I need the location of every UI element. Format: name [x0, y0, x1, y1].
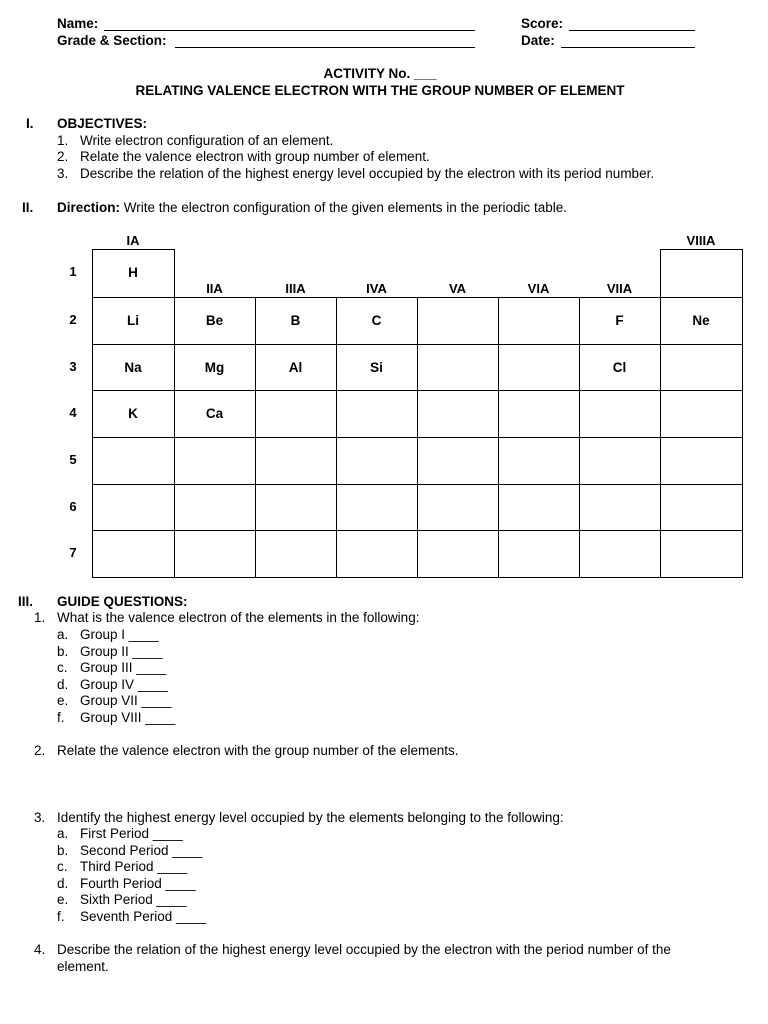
period-number: 4 — [69, 405, 77, 420]
element-symbol: Be — [205, 313, 224, 328]
name-field[interactable] — [104, 30, 475, 31]
element-symbol: Cl — [612, 360, 627, 375]
table-cell[interactable] — [498, 344, 580, 391]
option-letter: c. — [57, 859, 68, 875]
direction-text: Write the electron configuration of the given elements in the periodic table. — [123, 200, 568, 215]
table-cell[interactable] — [174, 437, 256, 485]
group-label: IVA — [366, 281, 387, 296]
period-number: 3 — [69, 359, 77, 374]
table-cell[interactable] — [92, 437, 175, 485]
period-number: 1 — [69, 264, 77, 279]
group-label: VA — [448, 281, 467, 296]
table-cell[interactable] — [579, 437, 661, 485]
table-cell[interactable] — [660, 530, 743, 578]
table-cell[interactable] — [579, 390, 661, 438]
option-text[interactable]: Seventh Period ____ — [80, 909, 207, 924]
score-label: Score: — [521, 16, 564, 31]
option-text[interactable]: Fourth Period ____ — [80, 875, 196, 891]
direction-numeral: II. — [22, 200, 34, 215]
element-symbol: Na — [124, 360, 142, 375]
option-letter: c. — [57, 660, 68, 676]
element-symbol: Li — [127, 313, 139, 328]
table-cell[interactable] — [417, 344, 499, 391]
option-letter: a. — [57, 826, 69, 841]
table-cell[interactable] — [660, 437, 743, 485]
table-cell[interactable] — [660, 484, 743, 531]
objective-number: 3. — [57, 166, 69, 181]
question-number: 1. — [34, 610, 46, 625]
score-field[interactable] — [569, 30, 695, 31]
period-number: 6 — [69, 499, 77, 514]
option-letter: f. — [57, 710, 65, 725]
period-number: 7 — [69, 545, 77, 560]
grade-section-label: Grade & Section: — [57, 33, 167, 48]
table-cell[interactable] — [579, 484, 661, 531]
direction-line — [57, 200, 567, 216]
period-number: 2 — [69, 312, 77, 327]
group-label: VIIA — [606, 281, 633, 296]
option-text[interactable]: Group VIII ____ — [80, 710, 176, 725]
element-symbol: Al — [288, 360, 303, 375]
objective-number: 1. — [57, 133, 69, 148]
objective-number: 2. — [57, 149, 69, 164]
option-letter: e. — [57, 693, 69, 709]
element-symbol: Ne — [692, 313, 710, 328]
table-cell[interactable] — [255, 437, 337, 485]
question-number: 4. — [34, 942, 46, 957]
table-cell[interactable] — [417, 530, 499, 578]
date-label: Date: — [521, 33, 555, 48]
table-cell[interactable] — [498, 530, 580, 578]
group-label: IA — [126, 233, 140, 248]
table-cell[interactable] — [174, 484, 256, 531]
table-cell[interactable] — [660, 249, 743, 298]
element-symbol: H — [128, 265, 138, 280]
table-cell[interactable] — [660, 390, 743, 438]
activity-title: RELATING VALENCE ELECTRON WITH THE GROUP NUMBER OF ELEMENT — [135, 83, 625, 98]
option-text[interactable]: Third Period ____ — [80, 859, 188, 875]
option-letter: f. — [57, 909, 65, 924]
option-text[interactable]: Group IV ____ — [80, 676, 168, 692]
table-cell[interactable] — [174, 530, 256, 578]
table-cell[interactable] — [336, 530, 418, 578]
table-cell[interactable] — [417, 484, 499, 531]
option-letter: b. — [57, 842, 69, 858]
question-text-continued: element. — [57, 959, 109, 974]
table-cell[interactable] — [417, 437, 499, 485]
option-letter: b. — [57, 643, 69, 659]
option-text[interactable]: Group I ____ — [80, 627, 159, 642]
option-letter: d. — [57, 676, 69, 692]
group-label: IIA — [206, 281, 223, 296]
element-symbol: B — [290, 313, 301, 328]
table-cell[interactable] — [417, 390, 499, 438]
name-label: Name: — [57, 16, 99, 31]
option-text[interactable]: Group II ____ — [80, 643, 163, 659]
objective-text: Relate the valence electron with group number of element. — [80, 149, 430, 164]
option-letter: e. — [57, 892, 69, 908]
group-label: VIA — [527, 281, 550, 296]
table-cell[interactable] — [336, 484, 418, 531]
activity-number: ACTIVITY No. ___ — [323, 66, 437, 81]
period-number: 5 — [69, 452, 77, 467]
option-text[interactable]: Sixth Period ____ — [80, 892, 187, 908]
objective-text: Describe the relation of the highest energy level occupied by the electron with its period number. — [80, 166, 655, 181]
element-symbol: Ca — [205, 406, 224, 421]
direction-label: Direction: — [57, 200, 121, 215]
option-text[interactable]: Group VII ____ — [80, 693, 172, 709]
question-text: Relate the valence electron with the group number of the elements. — [57, 743, 459, 758]
element-symbol: Si — [370, 360, 383, 375]
objectives-heading: OBJECTIVES: — [57, 116, 148, 131]
table-cell[interactable] — [336, 437, 418, 485]
group-label: VIIIA — [686, 233, 716, 248]
table-cell[interactable] — [498, 437, 580, 485]
question-number: 2. — [34, 743, 46, 758]
question-number: 3. — [34, 810, 46, 825]
table-cell[interactable] — [498, 484, 580, 531]
option-text[interactable]: Second Period ____ — [80, 842, 203, 858]
table-cell[interactable] — [660, 344, 743, 391]
option-text[interactable]: First Period ____ — [80, 826, 183, 841]
objectives-numeral: I. — [26, 116, 34, 131]
guide-numeral: III. — [18, 594, 34, 609]
element-symbol: F — [615, 313, 624, 328]
question-text: Describe the relation of the highest energy level occupied by the electron with the period number of the — [57, 942, 671, 957]
table-cell[interactable] — [255, 484, 337, 531]
table-cell[interactable] — [92, 530, 175, 578]
option-text[interactable]: Group III ____ — [80, 660, 167, 676]
table-cell[interactable] — [255, 530, 337, 578]
table-cell[interactable] — [498, 390, 580, 438]
option-letter: d. — [57, 875, 69, 891]
table-cell[interactable] — [255, 390, 337, 438]
guide-heading: GUIDE QUESTIONS: — [57, 594, 188, 609]
question-text: Identify the highest energy level occupied by the elements belonging to the following: — [57, 810, 564, 825]
option-letter: a. — [57, 627, 69, 642]
element-symbol: C — [371, 313, 382, 328]
table-cell[interactable] — [336, 390, 418, 438]
date-field[interactable] — [561, 47, 695, 48]
table-cell[interactable] — [417, 297, 499, 345]
element-symbol: K — [128, 406, 138, 421]
grade-section-field[interactable] — [175, 47, 475, 48]
table-cell[interactable] — [92, 484, 175, 531]
group-label: IIIA — [285, 281, 306, 296]
table-cell[interactable] — [498, 297, 580, 345]
question-text: What is the valence electron of the elements in the following: — [57, 610, 420, 625]
element-symbol: Mg — [204, 360, 225, 375]
objective-text: Write electron configuration of an element. — [80, 133, 334, 148]
table-cell[interactable] — [579, 530, 661, 578]
